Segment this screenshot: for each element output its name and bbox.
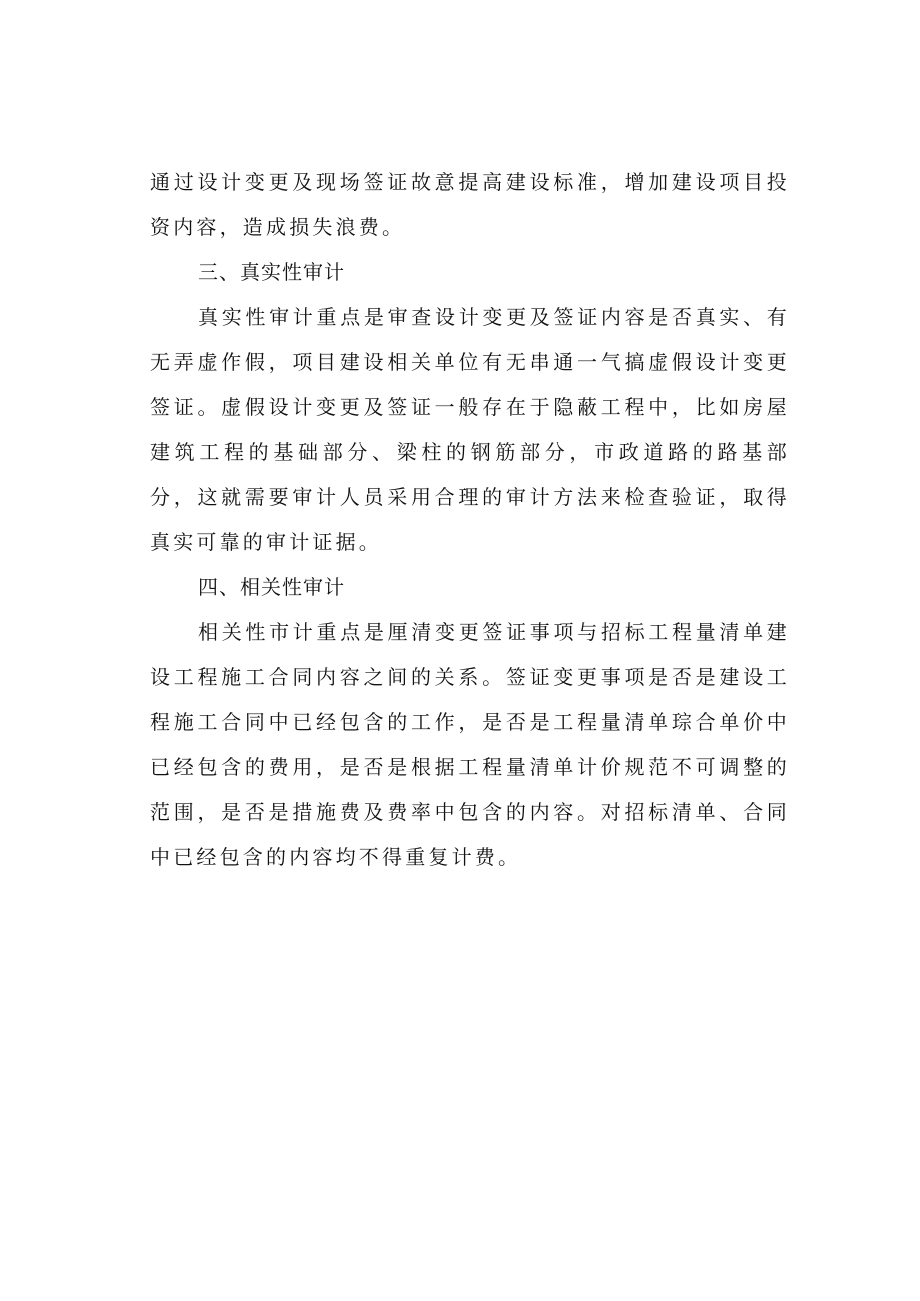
document-body	[150, 160, 790, 880]
paragraph-continued: 通过设计变更及现场签证故意提高建设标准，增加建设项目投资内容，造成损失浪费。	[150, 170, 790, 239]
section-heading-authenticity-audit: 三、真实性审计	[198, 260, 345, 284]
paragraph-relevance-audit: 相关性市计重点是厘清变更签证事项与招标工程量清单建设工程施工合同内容之间的关系。签证变更事项是否是建设工程施工合同中已经包含的工作，是否是工程量清单琮合单价中已经包含的费用，是否是根据工程量清单计价规范不可调整的范围，是否是措施费及费率中包含的内容。对招标清单、合同中已经包含的内容均不得重复计费。	[150, 620, 790, 869]
section-heading-relevance-audit: 四、相关性审计	[198, 575, 345, 599]
paragraph-authenticity-audit: 真实性审计重点是审查设计变更及签证内容是否真实、有无弄虚作假，项目建设相关单位有无串通一气搞虚假设计变更签证。虚假设计变更及签证一般存在于隐蔽工程中，比如房屋建筑工程的基础部分、梁柱的钢筋部分，市政道路的路基部分，这就需要审计人员采用合理的审计方法来检查验证，取得真实可靠的审计证据。	[150, 305, 790, 554]
